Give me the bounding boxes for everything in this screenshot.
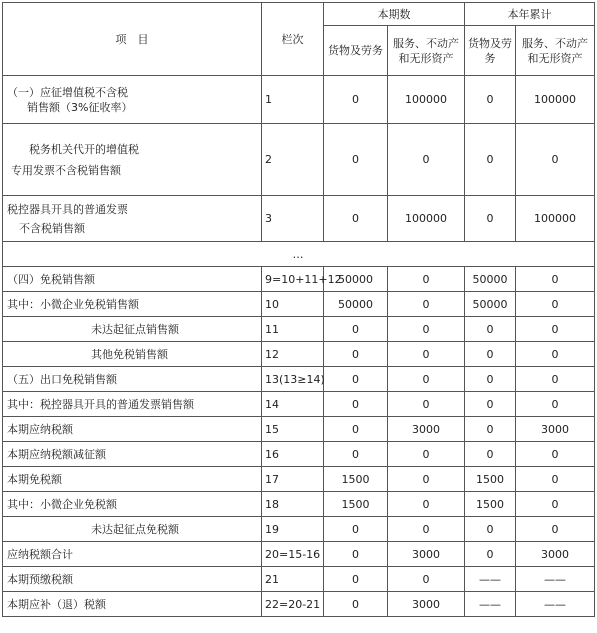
cell-value: 3000 [516,417,595,442]
table-row [3,317,595,342]
cell-value: 50000 [465,292,516,317]
row-label: （五）出口免税销售额 [3,367,262,392]
cell-value: 0 [465,76,516,124]
row-no: 9=10+11+12 [262,267,324,292]
cell-value: 0 [388,367,465,392]
header-services-year-line2: 和无形资产 [527,51,583,65]
cell-value: —— [465,592,516,617]
row-no: 12 [262,342,324,367]
row-label: （四）免税销售额 [3,267,262,292]
cell-value: 0 [516,517,595,542]
cell-value: 100000 [516,76,595,124]
cell-value: 0 [324,367,388,392]
cell-value: 0 [516,342,595,367]
row-label [3,196,262,242]
header-goods: 货物及劳务 [324,26,388,76]
row-no: 22=20-21 [262,592,324,617]
header-col-no: 栏次 [262,3,324,76]
cell-value: 3000 [516,542,595,567]
header-item: 项 目 [3,3,262,76]
row-no: 11 [262,317,324,342]
table-row [3,267,595,292]
cell-value: 0 [324,76,388,124]
cell-value: 0 [388,267,465,292]
cell-value: 0 [324,417,388,442]
cell-value: 0 [516,442,595,467]
row-label: 本期免税额 [3,467,262,492]
cell-value: 100000 [516,196,595,242]
table-row [3,76,595,124]
cell-value: 0 [388,392,465,417]
row-label-line2: 销售额（3%征收率） [27,100,133,114]
row-no: 13(13≥14) [262,367,324,392]
row-no: 16 [262,442,324,467]
table-row [3,592,595,617]
row-no: 18 [262,492,324,517]
header-services-year-line1: 服务、不动产 [522,36,588,50]
cell-value: 50000 [465,267,516,292]
cell-value: 0 [465,542,516,567]
ellipsis-row [3,242,595,267]
row-label-line2: 专用发票不含税销售额 [11,163,121,177]
cell-value: 0 [465,124,516,196]
cell-value: 0 [465,417,516,442]
ellipsis-text: … [3,242,595,267]
header-services-year [516,26,595,76]
cell-value: 0 [516,124,595,196]
cell-value: 0 [388,567,465,592]
row-label: 其他免税销售额 [3,342,262,367]
header-goods-year-line1: 货物及劳 [468,36,512,50]
cell-value: 100000 [388,76,465,124]
cell-value: 0 [465,442,516,467]
row-label: 本期应纳税额减征额 [3,442,262,467]
row-label [3,124,262,196]
cell-value: 0 [388,442,465,467]
cell-value: 0 [465,196,516,242]
row-label-line1: （一）应征增值税不含税 [7,85,128,99]
cell-value: 0 [465,317,516,342]
cell-value: 0 [516,367,595,392]
header-current-period: 本期数 [324,3,465,26]
cell-value: 0 [324,196,388,242]
cell-value: 0 [516,317,595,342]
table-row [3,467,595,492]
table-row [3,367,595,392]
row-no: 15 [262,417,324,442]
cell-value: 3000 [388,542,465,567]
row-no: 21 [262,567,324,592]
cell-value: —— [465,567,516,592]
cell-value: 0 [465,392,516,417]
table-row [3,342,595,367]
table-row [3,392,595,417]
table-row [3,567,595,592]
row-label: 本期预缴税额 [3,567,262,592]
table-row [3,492,595,517]
row-label: 本期应纳税额 [3,417,262,442]
header-services [388,26,465,76]
row-label: 其中：税控器具开具的普通发票销售额 [3,392,262,417]
header-services-line1: 服务、不动产 [393,36,459,50]
cell-value: 0 [516,492,595,517]
cell-value: 0 [465,367,516,392]
header-goods-year [465,26,516,76]
cell-value: 0 [324,342,388,367]
row-label: 其中：小微企业免税销售额 [3,292,262,317]
row-no: 2 [262,124,324,196]
cell-value: 1500 [324,492,388,517]
cell-value: —— [516,567,595,592]
row-label-line1: 税务机关代开的增值税 [29,142,139,156]
table-row [3,542,595,567]
cell-value: 0 [516,467,595,492]
row-no: 19 [262,517,324,542]
header-services-line2: 和无形资产 [398,51,454,65]
header-goods-year-line2: 务 [484,51,496,65]
cell-value: 0 [324,124,388,196]
cell-value: 0 [465,342,516,367]
table-row [3,124,595,196]
cell-value: 1500 [324,467,388,492]
cell-value: 0 [324,442,388,467]
cell-value: 0 [324,392,388,417]
cell-value: 0 [324,542,388,567]
row-label-line1: 税控器具开具的普通发票 [7,202,128,216]
row-no: 10 [262,292,324,317]
cell-value: 0 [388,292,465,317]
row-no: 3 [262,196,324,242]
cell-value: 0 [324,517,388,542]
cell-value: 0 [324,317,388,342]
row-label: 应纳税额合计 [3,542,262,567]
cell-value: 50000 [324,267,388,292]
table-row [3,417,595,442]
cell-value: 0 [516,392,595,417]
row-no: 1 [262,76,324,124]
row-label: 未达起征点销售额 [3,317,262,342]
row-no: 14 [262,392,324,417]
row-no: 17 [262,467,324,492]
cell-value: 1500 [465,467,516,492]
cell-value: 0 [388,467,465,492]
cell-value: 0 [388,342,465,367]
cell-value: 0 [388,124,465,196]
table-row [3,517,595,542]
row-label [3,76,262,124]
cell-value: 3000 [388,592,465,617]
cell-value: 0 [324,567,388,592]
vat-return-table [2,2,595,617]
table-row [3,196,595,242]
cell-value: 0 [465,517,516,542]
row-label: 其中：小微企业免税额 [3,492,262,517]
row-no: 20=15-16 [262,542,324,567]
row-label-line2: 不含税销售额 [19,221,85,235]
cell-value: —— [516,592,595,617]
cell-value: 0 [516,292,595,317]
cell-value: 0 [388,317,465,342]
header-year-total: 本年累计 [465,3,595,26]
cell-value: 100000 [388,196,465,242]
cell-value: 1500 [465,492,516,517]
row-label: 本期应补（退）税额 [3,592,262,617]
cell-value: 3000 [388,417,465,442]
cell-value: 0 [516,267,595,292]
cell-value: 0 [324,592,388,617]
cell-value: 0 [388,492,465,517]
cell-value: 50000 [324,292,388,317]
table-row [3,292,595,317]
cell-value: 0 [388,517,465,542]
table-row [3,442,595,467]
row-label: 未达起征点免税额 [3,517,262,542]
